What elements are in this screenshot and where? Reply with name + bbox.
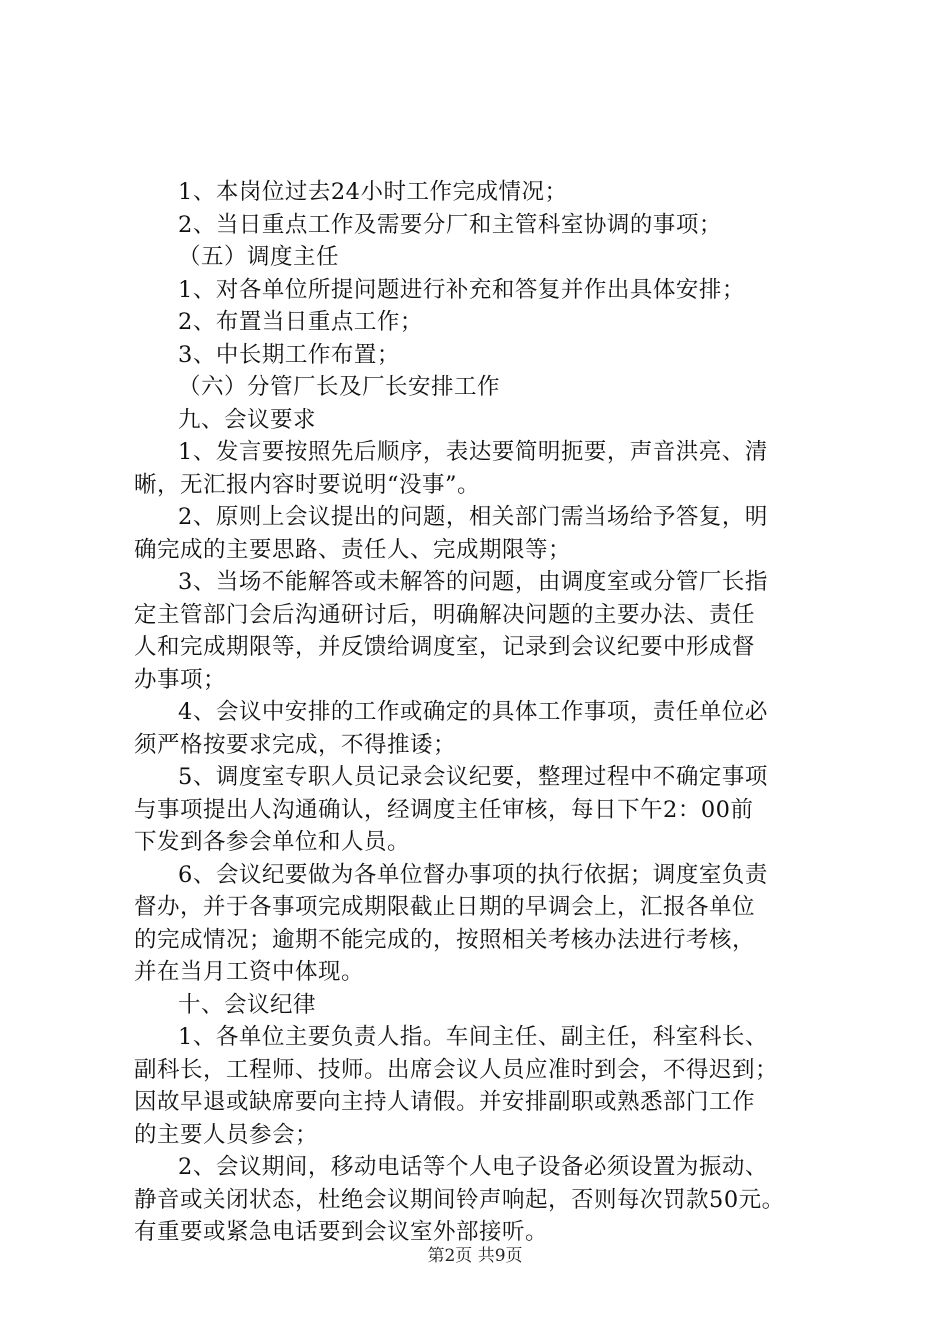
text-line: 并在当月工资中体现。 [134, 959, 365, 985]
text-line: 2、当日重点工作及需要分厂和主管科室协调的事项； [178, 211, 722, 238]
text-line: 督办，并于各事项完成期限截止日期的早调会上，汇报各单位 [134, 894, 756, 920]
text-line: 1、各单位主要负责人指。车间主任、副主任，科室科长、 [178, 1024, 768, 1050]
document-body [134, 176, 834, 1249]
text-line: 3、当场不能解答或未解答的问题，由调度室或分管厂长指 [178, 569, 768, 595]
text-line: 十、会议纪律 [178, 991, 317, 1018]
text-line: 因故早退或缺席要向主持人请假。并安排副职或熟悉部门工作 [134, 1089, 756, 1115]
text-line: 2、原则上会议提出的问题，相关部门需当场给予答复，明 [178, 504, 768, 530]
text-line: 确完成的主要思路、责任人、完成期限等； [134, 536, 572, 563]
text-line: 静音或关闭状态，杜绝会议期间铃声响起，否则每次罚款50元。 [134, 1186, 785, 1213]
page-footer: 第2页 共9页 [427, 1246, 523, 1266]
text-line: 下发到各参会单位和人员。 [134, 829, 411, 855]
text-line: （五）调度主任 [178, 244, 340, 270]
text-line: 副科长，工程师、技师。出席会议人员应准时到会，不得迟到； [134, 1056, 779, 1083]
text-line: 6、会议纪要做为各单位督办事项的执行依据；调度室负责 [178, 861, 768, 888]
text-line: 2、布置当日重点工作； [178, 309, 423, 335]
text-line: 1、发言要按照先后顺序，表达要简明扼要，声音洪亮、清 [178, 439, 768, 465]
text-line: 1、对各单位所提问题进行补充和答复并作出具体安排； [178, 276, 745, 303]
text-line: 晰，无汇报内容时要说明“没事”。 [134, 471, 481, 498]
text-line: 与事项提出人沟通确认，经调度主任审核，每日下午2：00前 [134, 796, 754, 823]
text-line: 人和完成期限等，并反馈给调度室，记录到会议纪要中形成督 [134, 634, 756, 660]
text-line: 的完成情况；逾期不能完成的，按照相关考核办法进行考核， [134, 926, 756, 953]
text-line: 办事项； [134, 666, 227, 693]
text-line: 的主要人员参会； [134, 1121, 319, 1148]
text-line: 2、会议期间，移动电话等个人电子设备必须设置为振动、 [178, 1154, 768, 1180]
text-line: 定主管部门会后沟通研讨后，明确解决问题的主要办法、责任 [134, 601, 756, 628]
text-line: 有重要或紧急电话要到会议室外部接听。 [134, 1219, 549, 1245]
text-line: 3、中长期工作布置； [178, 341, 400, 368]
text-line: （六）分管厂长及厂长安排工作 [178, 374, 501, 400]
text-line: 4、会议中安排的工作或确定的具体工作事项，责任单位必 [178, 699, 768, 725]
text-line: 九、会议要求 [178, 406, 317, 433]
text-line: 1、本岗位过去24小时工作完成情况； [178, 179, 568, 205]
text-line: 须严格按要求完成，不得推诿； [134, 731, 457, 758]
text-line: 5、调度室专职人员记录会议纪要，整理过程中不确定事项 [178, 764, 768, 790]
